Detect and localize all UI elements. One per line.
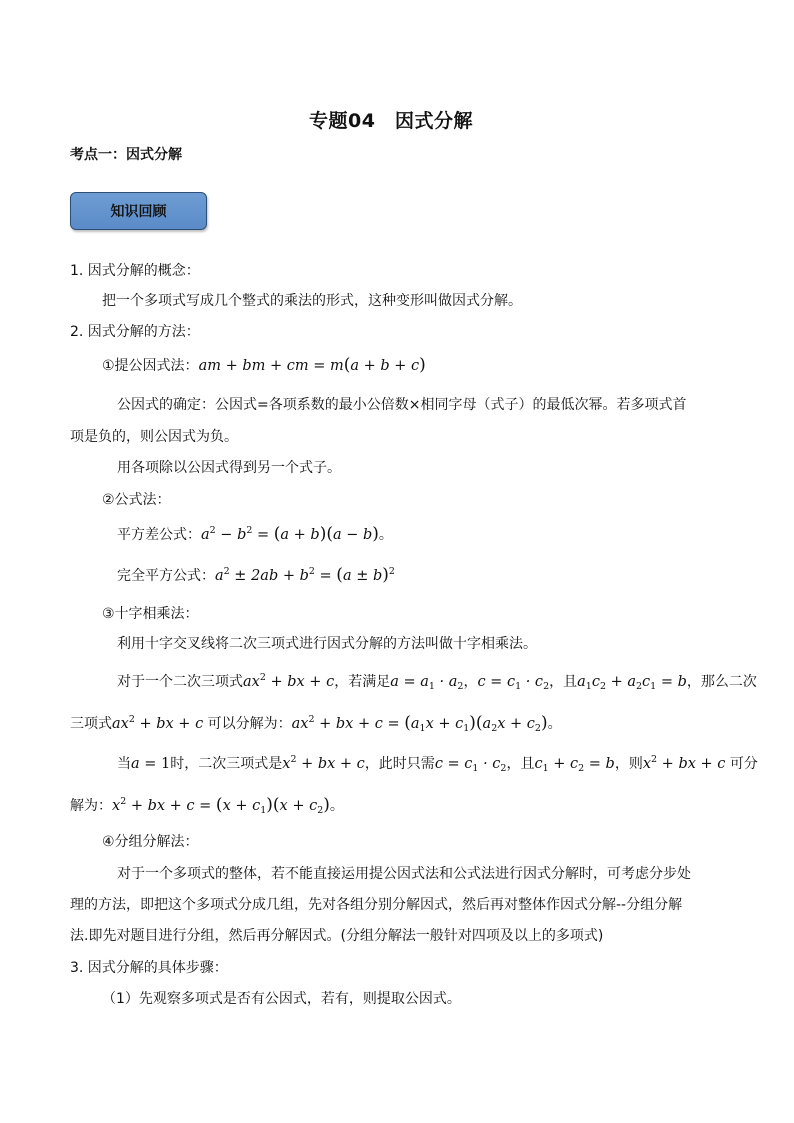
cross-method-paragraph-3 bbox=[117, 753, 758, 774]
section-2-heading: 2. 因式分解的方法： bbox=[70, 324, 200, 340]
difference-of-squares-row bbox=[117, 524, 393, 544]
text: 可分 bbox=[729, 756, 758, 772]
method-4-label: ④分组分解法： bbox=[102, 834, 199, 850]
method-1-label: ①提公因式法： bbox=[102, 358, 199, 374]
perfect-square-row bbox=[117, 565, 395, 585]
common-factor-desc-2: 用各项除以公因式得到另一个式子。 bbox=[117, 460, 341, 476]
perfect-square-formula: $a^2 \pm 2ab + b^2 = (a \pm b)^2$ bbox=[215, 565, 395, 585]
text: 可以分解为： bbox=[207, 716, 292, 732]
text: 当 bbox=[117, 756, 131, 772]
text: ，那么二次 bbox=[686, 674, 757, 690]
knowledge-review-badge bbox=[70, 192, 207, 230]
trinomial-factored-formula: $ax^2$ + bx + $c = (a_1x + c_1)(a_2x + c_2)$ bbox=[291, 713, 548, 734]
method-2-label: ②公式法： bbox=[102, 492, 171, 508]
grouping-line-2: 理的方法，即把这个多项式分成几组，先对各组分别分解因式，然后再对整体作因式分解--分组分解 bbox=[70, 897, 683, 913]
page-title: 专题04 因式分解 bbox=[309, 110, 473, 132]
text: ，且 bbox=[506, 756, 535, 772]
monic-trinomial-formula: $x^2$ + bx + c bbox=[642, 754, 726, 772]
text: ， bbox=[463, 674, 478, 690]
trinomial-formula: $ax^2$ + bx + c bbox=[112, 714, 204, 732]
trinomial-formula: $ax^2$ + bx + c bbox=[243, 672, 335, 690]
section-1-body: 把一个多项式写成几个整式的乘法的形式，这种变形叫做因式分解。 bbox=[102, 293, 522, 309]
a-equals-one-formula: a = 1 bbox=[131, 756, 171, 772]
perfect-square-label: 完全平方公式： bbox=[117, 568, 215, 584]
difference-of-squares-formula: $a^2 - b^2 = (a + b)(a - b)$ bbox=[201, 524, 379, 544]
cross-sum-formula: $a_1c_2 + a_2c_1 = b$ bbox=[577, 674, 687, 692]
section-3-heading: 3. 因式分解的具体步骤： bbox=[70, 960, 228, 976]
common-factor-desc-line-2: 项是负的，则公因式为负。 bbox=[70, 429, 238, 445]
c-split-formula: $c = c_1 \cdot c_2$ bbox=[434, 756, 507, 774]
monic-trinomial-formula: $x^2$ + bx + c bbox=[282, 754, 365, 772]
common-factor-formula: am + bm + cm = m(a + b + c) bbox=[198, 355, 426, 375]
method-1-row bbox=[102, 355, 426, 375]
step-1: （1）先观察多项式是否有公因式，若有，则提取公因式。 bbox=[102, 991, 461, 1007]
grouping-line-3: 法.即先对题目进行分组，然后再分解因式。(分组分解法一般针对四项及以上的多项式) bbox=[70, 928, 604, 944]
text: ，若满足 bbox=[334, 674, 391, 690]
difference-of-squares-label: 平方差公式： bbox=[117, 527, 201, 543]
text: 。 bbox=[547, 716, 562, 732]
badge-label: 知识回顾 bbox=[110, 204, 167, 220]
cross-method-paragraph-1 bbox=[117, 671, 757, 692]
cross-method-paragraph-2 bbox=[70, 713, 562, 734]
method-3-label: ③十字相乘法： bbox=[102, 606, 199, 622]
text: 解为： bbox=[70, 798, 112, 814]
c-split-formula: $c = c_1 \cdot c_2$ bbox=[477, 674, 550, 692]
c-sum-formula: $c_1 + c_2 = b$ bbox=[534, 756, 615, 774]
text: 时，二次三项式是 bbox=[170, 756, 283, 772]
cross-method-intro: 利用十字交叉线将二次三项式进行因式分解的方法叫做十字相乘法。 bbox=[117, 636, 537, 652]
text: ，且 bbox=[549, 674, 578, 690]
text: ，则 bbox=[614, 756, 643, 772]
text: 三项式 bbox=[70, 716, 112, 732]
grouping-line-1: 对于一个多项式的整体，若不能直接运用提公因式法和公式法进行因式分解时，可考虑分步处 bbox=[117, 866, 691, 882]
cross-method-paragraph-4 bbox=[70, 795, 344, 816]
text: 对于一个二次三项式 bbox=[117, 674, 243, 690]
text: ，此时只需 bbox=[364, 756, 435, 772]
monic-factored-formula: $x^2$ + bx + $c = (x + c_1)(x + c_2)$ bbox=[112, 795, 330, 816]
difference-of-squares-end: 。 bbox=[378, 527, 393, 543]
text: 。 bbox=[329, 798, 344, 814]
kaodian-heading: 考点一：因式分解 bbox=[70, 147, 182, 163]
common-factor-desc-line-1: 公因式的确定：公因式=各项系数的最小公倍数×相同字母（式子）的最低次幂。若多项式首 bbox=[117, 397, 687, 413]
a-split-formula: $a = a_1 \cdot a_2$ bbox=[390, 674, 464, 692]
section-1-heading: 1. 因式分解的概念： bbox=[70, 263, 200, 279]
